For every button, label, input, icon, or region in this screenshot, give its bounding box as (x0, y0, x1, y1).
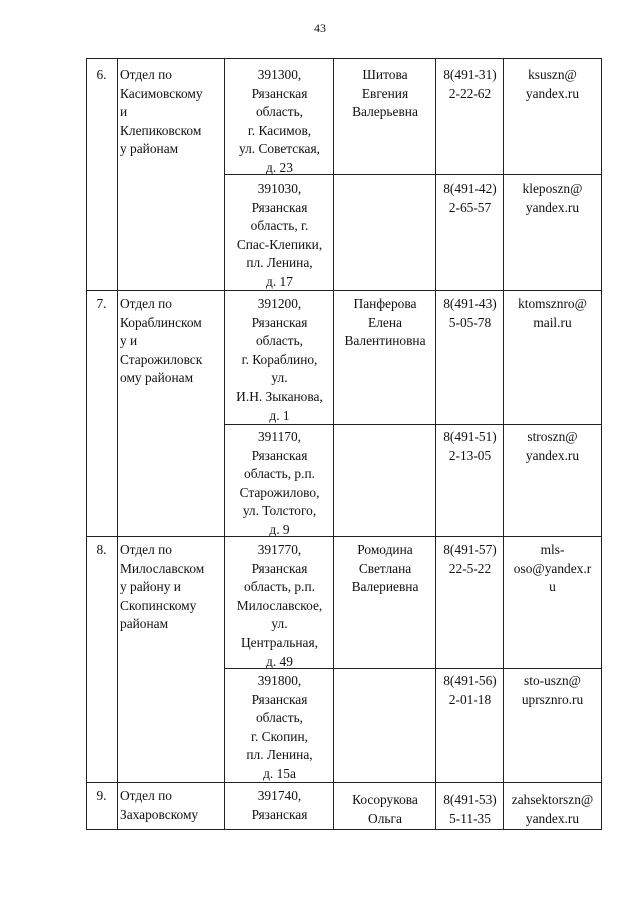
row-divider (86, 782, 602, 783)
address: 391200, Рязанская область, г. Кораблино, ул. И.Н. Зыканова, д. 1 (236, 296, 323, 423)
address: 391800, Рязанская область, г. Скопин, пл. Ленина, д. 15а (246, 673, 313, 781)
address: 391740, Рязанская (251, 788, 308, 822)
email: stroszn@ yandex.ru (525, 429, 580, 463)
email: mls- oso@yandex.r u (513, 542, 592, 595)
head-name: Панферова Елена Валентиновна (344, 296, 426, 349)
offices-table (86, 58, 602, 830)
head-name: Ромодина Светлана Валериевна (351, 542, 419, 595)
department-name: Отдел по Захаровскому (120, 788, 199, 822)
head-name: Шитова Евгения Валерьевна (352, 67, 418, 120)
address: 391030, Рязанская область, г. Спас-Клепики, пл. Ленина, д. 17 (236, 181, 323, 289)
row-number: 6. (96, 67, 107, 82)
phone: 8(491-56) 2-01-18 (443, 673, 497, 707)
email: ksuszn@ yandex.ru (525, 67, 580, 101)
address: 391300, Рязанская область, г. Касимов, ул. Советская, д. 23 (238, 67, 320, 175)
department-name: Отдел по Милославском у району и Скопинскому районам (120, 542, 205, 632)
email: kleposzn@ yandex.ru (522, 181, 583, 215)
email: zahsektorszn@ yandex.ru (511, 792, 594, 826)
row-divider (86, 58, 602, 59)
department-name: Отдел по Касимовскому и Клепиковском у районам (120, 67, 203, 157)
table-border-left (86, 58, 87, 830)
phone: 8(491-43) 5-05-78 (443, 296, 497, 330)
head-name: Косорукова Ольга (352, 792, 418, 826)
phone: 8(491-57) 22-5-22 (443, 542, 497, 576)
department-name: Отдел по Кораблинском у и Старожиловск ому районам (120, 296, 203, 386)
phone: 8(491-31) 2-22-62 (443, 67, 497, 101)
email: sto-uszn@ uprsznro.ru (521, 673, 584, 707)
phone: 8(491-51) 2-13-05 (443, 429, 497, 463)
row-number: 7. (96, 296, 107, 311)
page-number: 43 (314, 21, 326, 35)
email: ktomsznro@ mail.ru (518, 296, 587, 330)
row-divider (86, 290, 602, 291)
phone: 8(491-53) 5-11-35 (443, 792, 497, 826)
address: 391770, Рязанская область, р.п. Милославское, ул. Центральная, д. 49 (236, 542, 323, 669)
row-number: 8. (96, 542, 107, 557)
column-divider (117, 58, 118, 830)
row-number: 9. (96, 788, 107, 803)
phone: 8(491-42) 2-65-57 (443, 181, 497, 215)
row-divider (86, 536, 602, 537)
address: 391170, Рязанская область, р.п. Старожилово, ул. Толстого, д. 9 (239, 429, 320, 537)
table-border-bottom (86, 829, 602, 830)
